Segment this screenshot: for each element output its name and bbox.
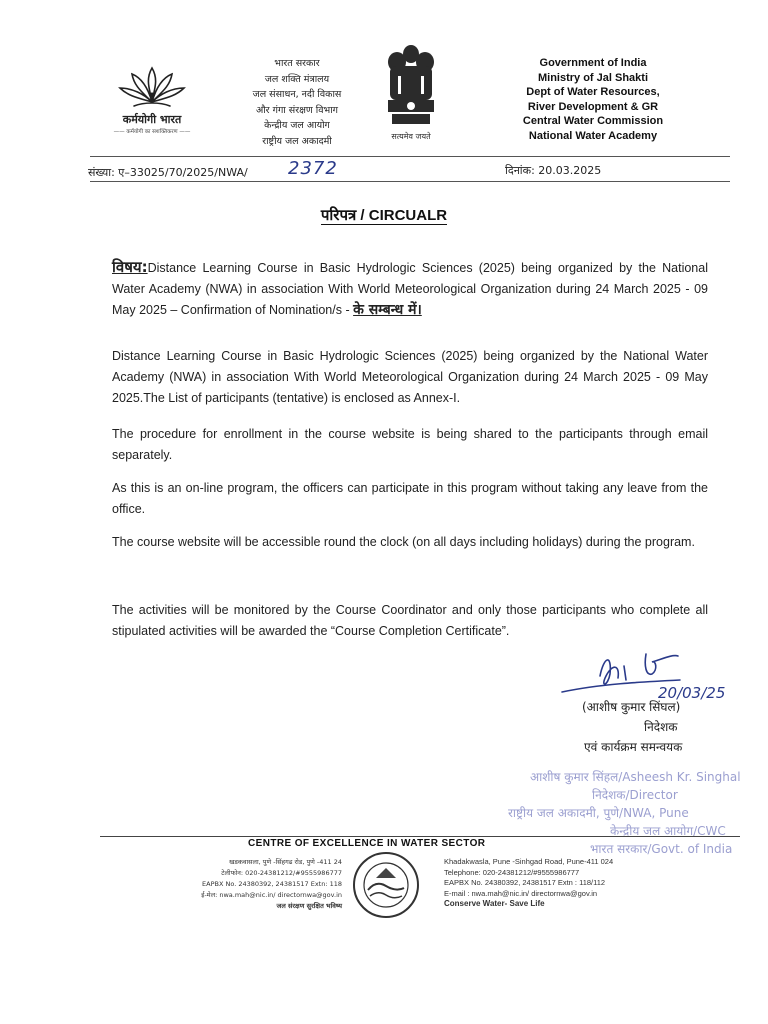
body-paragraph: The activities will be monitored by the Course Coordinator and only those participants who complete all stipulated activities will be awarded the “Course Completion Certificate”. <box>112 603 708 638</box>
reference-date: दिनांक: 20.03.2025 <box>505 164 602 177</box>
handwritten-reference-number: 2372 <box>288 158 338 179</box>
footer-line: Telephone: 020-24381212/#9555986777 <box>444 867 580 877</box>
footer-english-address <box>444 857 654 910</box>
footer-line: खडकवासला, पुणे -सिंहगढ रोड, पुणे -411 24 <box>229 858 342 866</box>
karmayogi-logo <box>112 62 192 112</box>
body-paragraph: The procedure for enrollment in the course website is being shared to the participants through email separately. <box>112 427 708 462</box>
body-paragraph: As this is an on-line program, the officers can participate in this program without taking any leave from the office. <box>112 481 708 516</box>
hindi-header-block <box>222 56 372 149</box>
body-paragraph: The course website will be accessible round the clock (on all days including holidays) during the program. <box>112 535 695 549</box>
footer-line: Conserve Water- Save Life <box>444 899 545 908</box>
footer-line: E-mail : nwa.mah@nic.in/ directornwa@gov.in <box>444 888 598 898</box>
stamp-line: आशीष कुमार सिंहल/Asheesh Kr. Singhal <box>530 770 741 784</box>
emblem-motto: सत्यमेव जयते <box>391 132 431 141</box>
signatory-designation: निदेशक <box>644 720 678 734</box>
subject-label: विषय: <box>112 258 148 276</box>
cwc-seal-logo <box>346 850 426 920</box>
official-stamp <box>470 768 760 858</box>
signed-date: 20/03/25 <box>658 684 726 702</box>
stamp-line: केन्द्रीय जल आयोग/CWC <box>610 824 726 838</box>
circular-title-text: परिपत्र / CIRCUALR <box>320 207 448 224</box>
subject-block <box>112 257 708 321</box>
hindi-line: केन्द्रीय जल आयोग <box>264 120 330 131</box>
footer-line: EAPBX No. 24380392, 24381517 Extn: 118 <box>202 880 342 888</box>
hindi-line: भारत सरकार <box>274 58 320 69</box>
circular-title <box>0 205 768 225</box>
reference-number: संख्या: ए–33025/70/2025/NWA/ <box>88 166 248 179</box>
english-line: National Water Academy <box>528 129 658 142</box>
logo-caption: कर्मयोगी भारत <box>122 113 182 126</box>
hindi-line: और गंगा संरक्षण विभाग <box>255 104 339 116</box>
footer-divider <box>100 836 740 837</box>
footer-line: जल संरक्षण सुरक्षित भविष्य <box>276 902 342 910</box>
english-line: Dept of Water Resources, <box>526 86 660 98</box>
footer-line: ई-मेल: nwa.mah@nic.in/ directornwa@gov.in <box>201 891 342 899</box>
english-line: Government of India <box>539 57 647 69</box>
logo-tagline: —— कर्मयोगी का सशक्तिकरण —— <box>113 129 191 135</box>
stamp-line: निदेशक/Director <box>592 788 678 802</box>
footer-line: EAPBX No. 24380392, 24381517 Extn : 118/112 <box>444 878 606 887</box>
hindi-line: जल शक्ति मंत्रालय <box>264 73 330 85</box>
english-line: Ministry of Jal Shakti <box>537 71 649 84</box>
stamp-line: भारत सरकार/Govt. of India <box>590 842 733 856</box>
hindi-line: जल संसाधन, नदी विकास <box>252 89 342 100</box>
hindi-line: राष्ट्रीय जल अकादमी <box>262 135 332 147</box>
subject-text: Distance Learning Course in Basic Hydrologic Sciences (2025) being organized by the National Water Academy (NWA) in association With World Meteorological Organization during 24 March 2025 - 09 May 2025 – Confirmation of Nomination/s - <box>112 261 708 317</box>
body-paragraph: Distance Learning Course in Basic Hydrologic Sciences (2025) being organized by the National Water Academy (NWA) in association With World Meteorological Organization during 24 March 2025 - 09 May 2025.The List of participants (tentative) is enclosed as Annex-I. <box>112 349 708 405</box>
footer-title: CENTRE OF EXCELLENCE IN WATER SECTOR <box>248 838 486 849</box>
footer-hindi-address <box>176 857 342 912</box>
english-line: Central Water Commission <box>522 115 664 127</box>
english-header-block <box>468 56 718 143</box>
signatory-designation-2: एवं कार्यक्रम समन्वयक <box>584 740 683 754</box>
stamp-line: राष्ट्रीय जल अकादमी, पुणे/NWA, Pune <box>508 806 689 820</box>
handwritten-signature <box>560 646 750 706</box>
national-emblem <box>380 40 442 130</box>
footer-line: Khadakwasla, Pune -Sinhgad Road, Pune-411 024 <box>444 857 614 866</box>
signatory-name: (आशीष कुमार सिंघल) <box>582 700 681 714</box>
subject-tail: के सम्बन्ध में। <box>353 302 422 318</box>
english-line: River Development & GR <box>527 100 659 113</box>
footer-line: टेलीफोन: 020-24381212/#9555986777 <box>221 869 342 877</box>
